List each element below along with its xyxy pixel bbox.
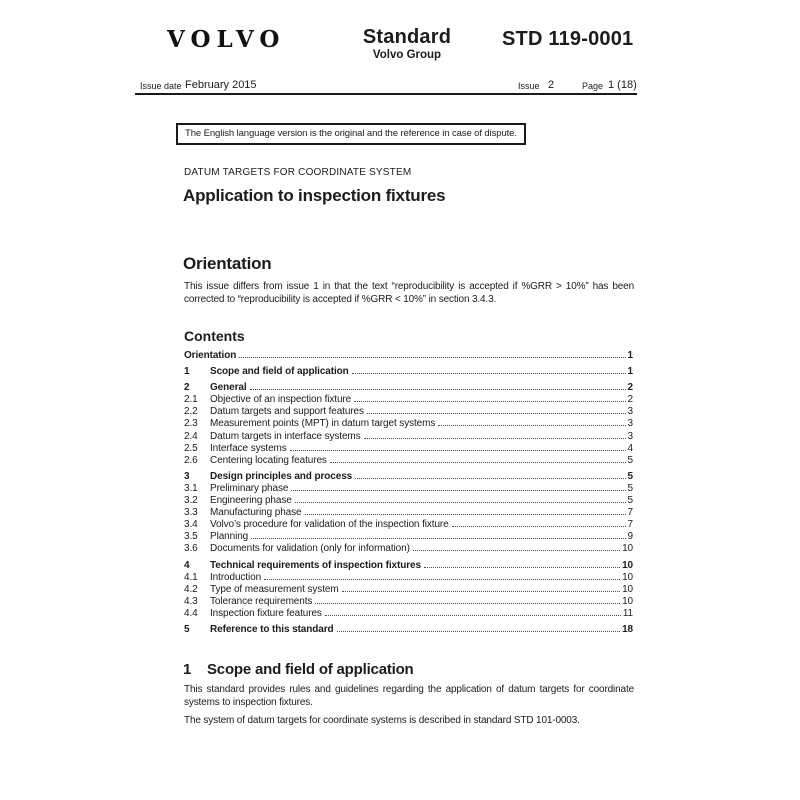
- toc-entry-title: Datum targets in interface systems: [210, 430, 361, 442]
- section1-heading-text: Scope and field of application: [207, 661, 414, 678]
- org-name: Volvo Group: [372, 49, 442, 61]
- toc-entry-title: Planning: [210, 531, 249, 543]
- toc-entry-number: 3.2: [184, 495, 198, 507]
- language-notice-text: The English language version is the original and the reference in case of dispute.: [185, 128, 517, 139]
- toc-entry-page: 10: [622, 595, 633, 607]
- toc-leader-dots: [305, 514, 626, 515]
- toc-entry-page: 3: [627, 418, 633, 430]
- section1-number: 1: [183, 661, 192, 678]
- toc-entry-number: 3.4: [184, 519, 198, 531]
- page-value: 1 (18): [608, 79, 637, 91]
- toc-entry-page: 5: [627, 482, 633, 494]
- volvo-logo: VOLVO: [167, 26, 286, 53]
- toc-leader-dots: [295, 502, 626, 503]
- toc-row: [184, 382, 633, 394]
- toc-entry-number: 2.4: [184, 430, 198, 442]
- toc-leader-dots: [264, 579, 620, 580]
- toc-row: [184, 531, 633, 543]
- toc-leader-dots: [251, 538, 625, 539]
- toc-entry-title: Volvo’s procedure for validation of the inspection fixture: [210, 519, 449, 531]
- orientation-paragraph: This issue differs from issue 1 in that the text “reproducibility is accepted if %GRR > 10%” has been corrected to “reproducibility is accepted if %GRR < 10%” in section 3.4.3.: [184, 281, 634, 305]
- toc-entry-page: 1: [627, 350, 633, 361]
- toc-leader-dots: [342, 591, 621, 592]
- toc-entry-title: Introduction: [210, 571, 262, 583]
- toc-leader-dots: [424, 567, 620, 568]
- toc-entry-title: Technical requirements of inspection fixtures: [210, 559, 421, 571]
- toc-entry-number: 4.2: [184, 583, 198, 595]
- toc-entry-page: 1: [627, 366, 633, 378]
- toc-entry-title: Orientation: [184, 350, 237, 361]
- toc-leader-dots: [438, 425, 625, 426]
- toc-entry-number: 2: [184, 382, 190, 394]
- orientation-heading: Orientation: [183, 254, 272, 273]
- toc-entry-page: 10: [622, 543, 633, 555]
- toc-leader-dots: [290, 450, 626, 451]
- toc-leader-dots: [250, 389, 626, 390]
- toc-entry-number: 5: [184, 623, 190, 635]
- toc-entry-page: 9: [627, 531, 633, 543]
- toc-row: [184, 608, 633, 620]
- toc-leader-dots: [291, 490, 625, 491]
- toc-leader-dots: [337, 631, 621, 632]
- page-label: Page: [582, 81, 604, 91]
- toc-entry-title: Scope and field of application: [210, 366, 349, 378]
- toc-entry-number: 3: [184, 470, 190, 482]
- toc-entry-page: 4: [627, 442, 633, 454]
- toc-entry-title: Datum targets and support features: [210, 406, 364, 418]
- toc-entry-number: 2.5: [184, 442, 198, 454]
- document-kicker: DATUM TARGETS FOR COORDINATE SYSTEM: [184, 167, 412, 178]
- toc-entry-page: 5: [627, 454, 633, 466]
- toc-entry-number: 3.6: [184, 543, 198, 555]
- toc-entry-page: 10: [622, 571, 633, 583]
- toc-leader-dots: [315, 603, 620, 604]
- toc-row: [184, 507, 633, 519]
- toc-entry-number: 1: [184, 366, 190, 378]
- toc-entry-page: 10: [622, 559, 633, 571]
- toc-entry-title: Design principles and process: [210, 470, 353, 482]
- toc-row: [184, 366, 633, 378]
- toc-row: [184, 406, 633, 418]
- language-notice-box: [176, 123, 526, 145]
- toc-row: [184, 394, 633, 406]
- toc-entry-title: Inspection fixture features: [210, 607, 322, 619]
- toc-entry-title: Engineering phase: [210, 495, 292, 507]
- toc-entry-number: 2.3: [184, 418, 198, 430]
- toc-entry-number: 4: [184, 559, 190, 571]
- toc-row: [184, 350, 633, 362]
- toc-row: [184, 596, 633, 608]
- toc-entry-number: 2.1: [184, 394, 198, 406]
- toc-row: [184, 560, 633, 572]
- issue-meta-row: [0, 78, 800, 92]
- toc-leader-dots: [239, 357, 625, 358]
- toc-leader-dots: [352, 373, 626, 374]
- header-rule: [135, 93, 637, 95]
- toc-entry-number: 2.6: [184, 454, 198, 466]
- toc-entry-title: Preliminary phase: [210, 482, 289, 494]
- issue-value: 2: [548, 79, 555, 91]
- toc-entry-number: 4.1: [184, 571, 198, 583]
- toc-row: [184, 443, 633, 455]
- issue-date-value: February 2015: [185, 79, 257, 91]
- toc-entry-page: 10: [622, 583, 633, 595]
- toc-entry-page: 2: [627, 394, 633, 406]
- toc-entry-title: Objective of an inspection fixture: [210, 394, 352, 406]
- toc-entry-number: 3.5: [184, 531, 198, 543]
- toc-entry-page: 7: [627, 519, 633, 531]
- toc-leader-dots: [355, 478, 625, 479]
- toc-row: [184, 431, 633, 443]
- toc-entry-page: 7: [627, 507, 633, 519]
- toc-entry-title: Interface systems: [210, 442, 287, 454]
- toc-row: [184, 519, 633, 531]
- toc-entry-title: General: [210, 382, 247, 394]
- toc-row: [184, 624, 633, 636]
- doc-number: STD 119-0001: [502, 28, 634, 50]
- toc-entry-title: Tolerance requirements: [210, 595, 313, 607]
- toc-row: [184, 543, 633, 555]
- issue-date-label: Issue date: [140, 81, 182, 91]
- toc-entry-number: 2.2: [184, 406, 198, 418]
- toc-entry-title: Measurement points (MPT) in datum target systems: [210, 418, 436, 430]
- header-doc-type-block: [342, 27, 472, 61]
- toc-leader-dots: [354, 401, 625, 402]
- issue-label: Issue: [518, 81, 540, 91]
- toc-entry-number: 3.1: [184, 482, 198, 494]
- doc-type-title: Standard: [362, 26, 452, 48]
- toc-row: [184, 455, 633, 467]
- toc-entry-page: 2: [627, 382, 633, 394]
- toc-leader-dots: [367, 413, 626, 414]
- toc-entry-page: 5: [627, 470, 633, 482]
- contents-heading: Contents: [184, 328, 245, 344]
- toc-leader-dots: [452, 526, 626, 527]
- document-title: Application to inspection fixtures: [183, 186, 446, 205]
- toc-row: [184, 471, 633, 483]
- toc-entry-title: Manufacturing phase: [210, 507, 302, 519]
- toc-row: [184, 584, 633, 596]
- toc-row: [184, 483, 633, 495]
- toc-entry-number: 4.4: [184, 607, 198, 619]
- toc-row: [184, 495, 633, 507]
- toc-leader-dots: [413, 550, 620, 551]
- toc-entry-page: 5: [627, 495, 633, 507]
- toc-entry-page: 11: [622, 607, 633, 619]
- toc-entry-title: Reference to this standard: [210, 623, 334, 635]
- toc-entry-page: 3: [627, 430, 633, 442]
- toc-row: [184, 418, 633, 430]
- toc-entry-title: Centering locating features: [210, 454, 327, 466]
- toc-row: [184, 572, 633, 584]
- toc-entry-number: 3.3: [184, 507, 198, 519]
- table-of-contents: [184, 350, 633, 636]
- toc-entry-title: Documents for validation (only for information): [210, 543, 410, 555]
- section1-heading: [183, 661, 414, 678]
- toc-leader-dots: [330, 462, 626, 463]
- toc-entry-number: 4.3: [184, 595, 198, 607]
- toc-leader-dots: [325, 615, 621, 616]
- toc-entry-title: Type of measurement system: [210, 583, 339, 595]
- toc-leader-dots: [364, 438, 626, 439]
- toc-entry-page: 3: [627, 406, 633, 418]
- section1-paragraph-1: This standard provides rules and guidelines regarding the application of datum targets for coordinate systems to inspection fixtures.: [184, 684, 634, 708]
- toc-entry-page: 18: [622, 623, 633, 635]
- section1-paragraph-2: The system of datum targets for coordinate systems is described in standard STD 101-0003.: [184, 715, 580, 726]
